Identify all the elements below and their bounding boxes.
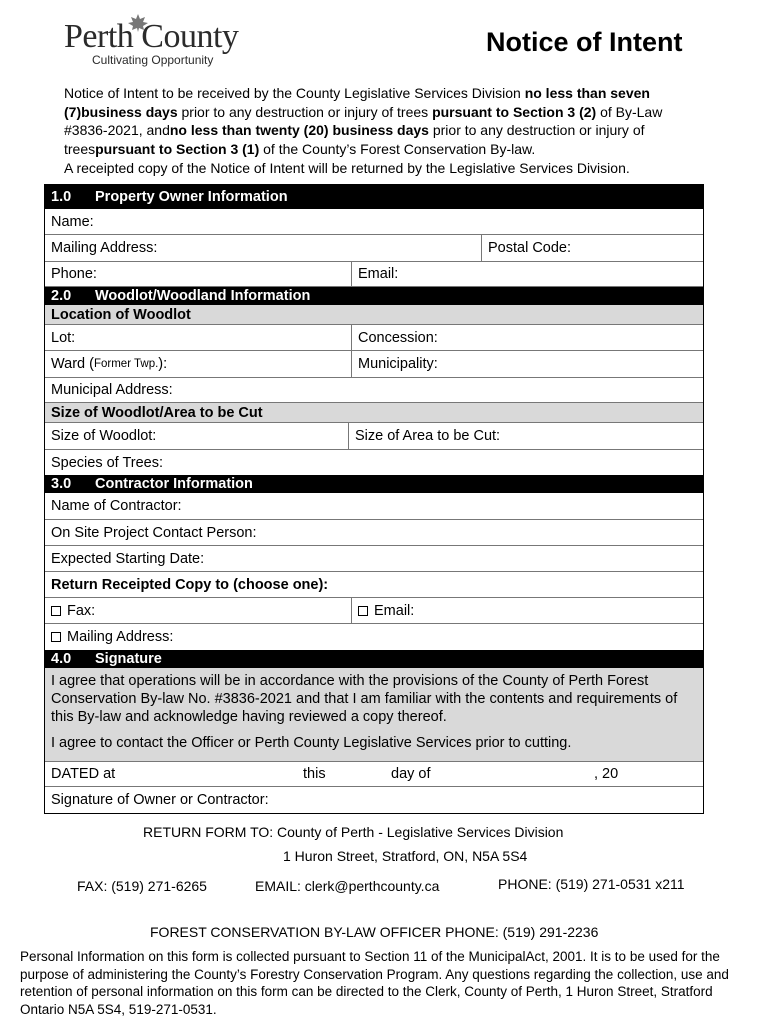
ward-label: Ward ( (51, 356, 94, 372)
location-heading (45, 305, 703, 325)
officer-phone: FOREST CONSERVATION BY-LAW OFFICER PHONE: (519) 291-2236 (150, 924, 599, 940)
notice-form (44, 184, 704, 814)
fax-option[interactable] (45, 598, 351, 623)
section-number: 3.0 (51, 476, 72, 492)
concession-field[interactable]: Concession: (351, 325, 703, 350)
intro-segment: no less than seven (7)business days (64, 85, 650, 120)
day-of-label: day of (391, 766, 431, 782)
mailing-address-field[interactable]: Mailing Address: (51, 240, 158, 256)
agreement-text: I agree that operations will be in accordance with the provisions of the County of Perth Forest Conservation By-law No. #3836-2021 and that I am familiar with the contents and requirements of this By-law and acknowledge having reviewed a copy thereof. (51, 673, 678, 725)
page-title: Notice of Intent (486, 27, 683, 57)
size-area-field[interactable]: Size of Area to be Cut: (348, 423, 703, 449)
intro-text (64, 84, 704, 178)
municipal-address-field[interactable]: Municipal Address: (51, 382, 173, 398)
return-mail-row (45, 624, 703, 650)
intro-segment: pursuant to Section 3 (2) (432, 103, 597, 120)
contact-person-field[interactable]: On Site Project Contact Person: (51, 524, 257, 541)
species-row[interactable] (45, 450, 703, 475)
ward-label-small: Former Twp. (93, 358, 159, 370)
fax-option-label: Fax: (67, 602, 96, 619)
start-date-row[interactable] (45, 546, 703, 572)
municipal-address-row[interactable] (45, 378, 703, 403)
name-field[interactable]: Name: (51, 213, 94, 230)
species-field[interactable]: Species of Trees: (51, 454, 164, 471)
section-title: Property Owner Information (95, 189, 288, 205)
return-heading: Return Receipted Copy to (choose one): (51, 576, 329, 593)
mail-option[interactable] (45, 624, 703, 650)
fax-number: FAX: (519) 271-6265 (77, 878, 207, 894)
dated-row (45, 762, 703, 787)
mail-checkbox[interactable] (51, 632, 61, 642)
lot-field[interactable]: Lot: (51, 329, 76, 346)
size-heading-text: Size of Woodlot/Area to be Cut (51, 404, 263, 421)
email-checkbox[interactable] (358, 606, 368, 616)
section-number: 1.0 (51, 189, 72, 205)
contact-phone: PHONE: (519) 271-0531 x211 (498, 876, 685, 892)
section-property-owner (45, 185, 703, 209)
intro-receipt-note: A receipted copy of the Notice of Intent will be returned by the Legislative Services Division. (64, 160, 630, 176)
signature-field[interactable]: Signature of Owner or Contractor: (51, 792, 269, 808)
privacy-notice: Personal Information on this form is collected pursuant to Section 11 of the MunicipalAct, 2001. It is to be used for the purpose of administering the County’s Forestry Conservation Program. Any questions regarding the collection, use and retention of personal information on this form can be directed to the Clerk, County of Perth, 1 Huron Street, Stratford Ontario N5A 5S4, 519-271-0531. (20, 949, 729, 1017)
mailing-row (45, 235, 703, 262)
intro-segment: prior to any destruction or injury of trees (64, 122, 645, 157)
section-contractor (45, 475, 703, 493)
intro-segment: pursuant to Section 3 (1) (95, 140, 260, 157)
section-number: 4.0 (51, 651, 72, 667)
ward-row (45, 351, 703, 378)
section-title: Contractor Information (95, 476, 253, 492)
intro-segment: prior to any destruction or injury of trees (177, 103, 433, 120)
return-fax-email-row (45, 598, 703, 624)
email-field[interactable]: Email: (351, 262, 703, 286)
contact-email: EMAIL: clerk@perthcounty.ca (255, 878, 440, 894)
signature-row[interactable] (45, 787, 703, 813)
intro-segment: Notice of Intent to be received by the County Legislative Services Division (64, 85, 525, 101)
intro-segment: of By-Law #3836-2021, and (64, 103, 663, 138)
intro-segment: no less than twenty (20) business days (169, 122, 429, 138)
phone-row (45, 262, 703, 287)
name-row[interactable] (45, 209, 703, 235)
return-heading-row (45, 572, 703, 598)
section-woodlot (45, 287, 703, 305)
dated-at-label: DATED at (51, 766, 116, 782)
agreement-contact-text: I agree to contact the Officer or Perth County Legislative Services prior to cutting. (51, 735, 572, 751)
section-signature (45, 650, 703, 668)
logo-tagline: Cultivating Opportunity (92, 53, 214, 67)
contractor-name-row[interactable] (45, 493, 703, 520)
phone-field[interactable]: Phone: (51, 266, 97, 282)
section-title: Woodlot/Woodland Information (95, 288, 311, 304)
return-to-line: RETURN FORM TO: County of Perth - Legislative Services Division (143, 824, 564, 840)
ward-field[interactable] (45, 351, 351, 377)
ward-label-end: ): (158, 356, 168, 372)
fax-checkbox[interactable] (51, 606, 61, 616)
logo-wordmark: Perth County (64, 18, 239, 55)
contractor-name-field[interactable]: Name of Contractor: (51, 498, 182, 514)
section-number: 2.0 (51, 288, 72, 304)
size-heading (45, 403, 703, 423)
return-address-line: 1 Huron Street, Stratford, ON, N5A 5S4 (283, 848, 528, 864)
agreement-block (45, 668, 703, 762)
mail-option-label: Mailing Address: (67, 629, 174, 645)
section-title: Signature (95, 651, 162, 667)
email-option-label: Email: (374, 602, 415, 619)
perth-county-logo (64, 14, 264, 70)
contact-person-row[interactable] (45, 520, 703, 546)
email-option[interactable] (351, 598, 703, 623)
this-label: this (303, 766, 326, 782)
lot-row (45, 325, 703, 351)
size-row (45, 423, 703, 450)
intro-segment: of the County’s Forest Conservation By-law. (259, 140, 536, 157)
year-label: , 20 (594, 766, 619, 782)
location-heading-text: Location of Woodlot (51, 306, 191, 323)
start-date-field[interactable]: Expected Starting Date: (51, 550, 205, 567)
size-woodlot-field[interactable]: Size of Woodlot: (51, 428, 157, 444)
municipality-field[interactable]: Municipality: (351, 351, 703, 377)
postal-code-field[interactable]: Postal Code: (481, 235, 703, 261)
